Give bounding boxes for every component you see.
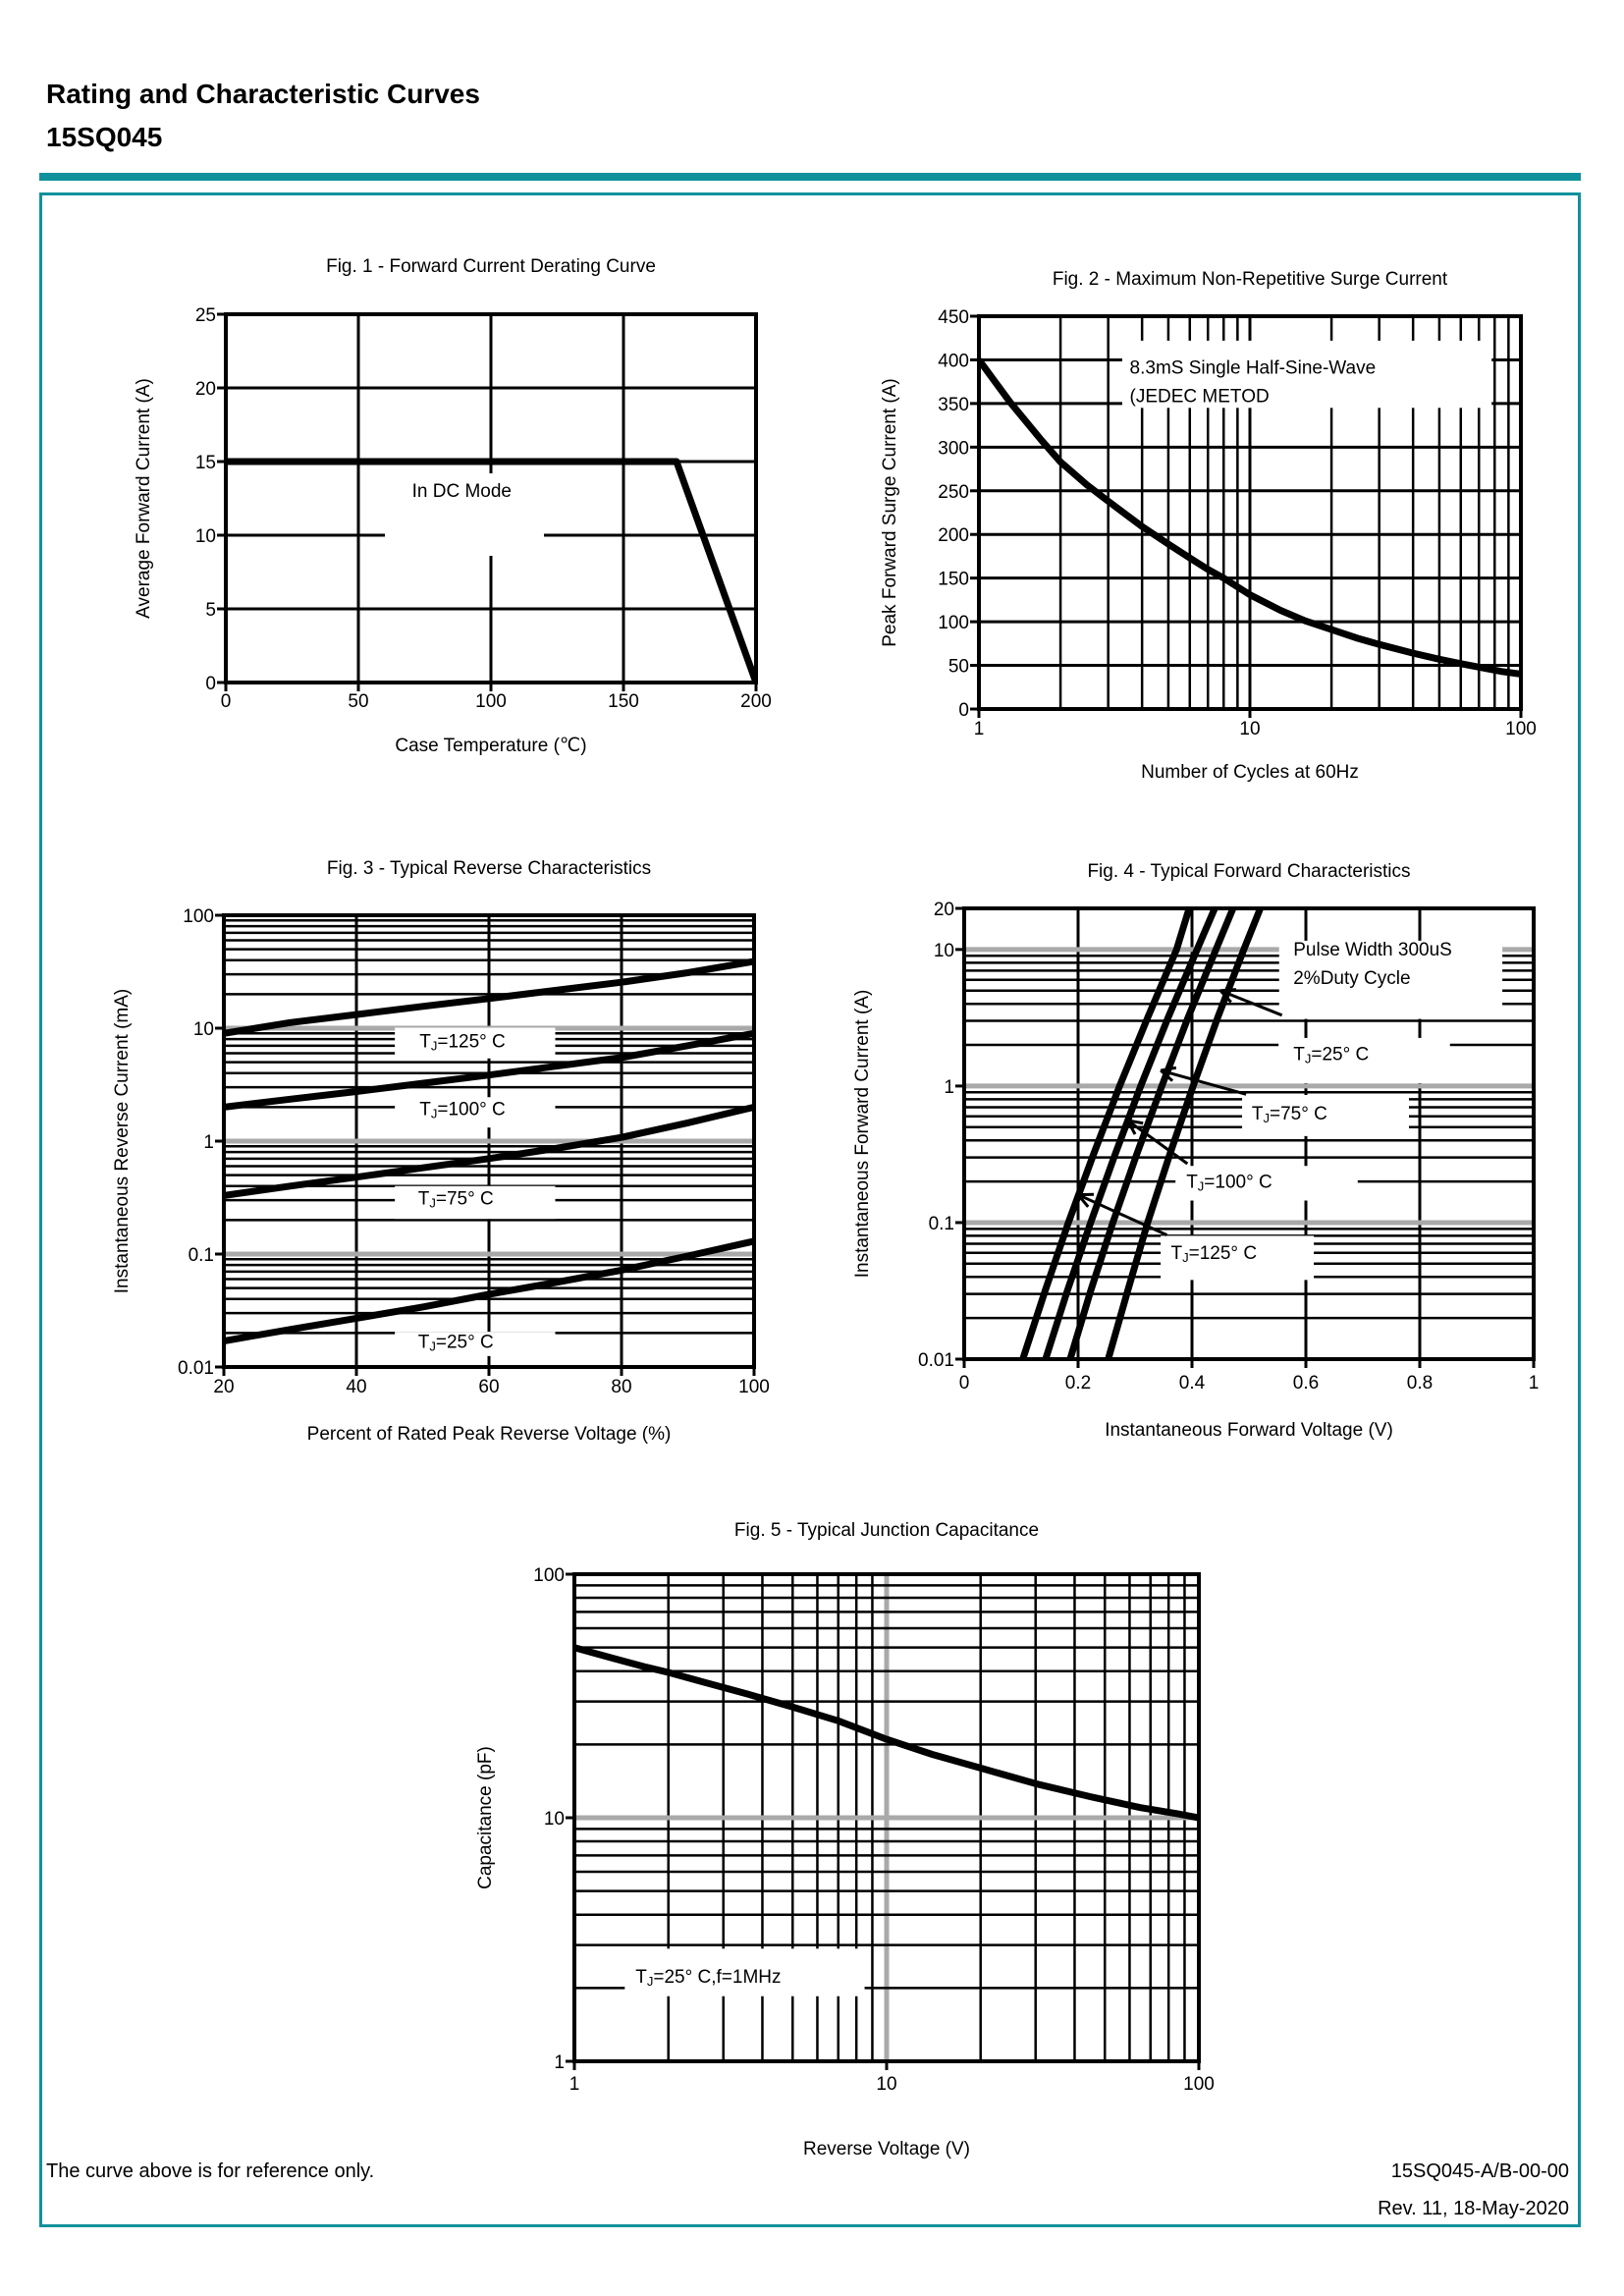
x-tick-label: 100: [1183, 2074, 1215, 2095]
y-axis-title: Capacitance (pF): [475, 1746, 496, 1889]
chart-title: Fig. 4 - Typical Forward Characteristics: [1087, 861, 1411, 882]
fig4-chart: [815, 835, 1589, 1463]
y-tick-label: 20: [194, 379, 216, 400]
annotation-label: TJ=75° C: [1251, 1103, 1327, 1125]
y-tick-label: 50: [947, 656, 969, 678]
y-tick-label: 0.01: [178, 1358, 214, 1379]
fig2-chart: [815, 226, 1581, 791]
annotation-label: 8.3mS Single Half-Sine-Wave: [1129, 357, 1377, 379]
x-tick-label: 80: [611, 1377, 632, 1397]
x-tick-label: 0.2: [1064, 1373, 1092, 1394]
y-tick-label: 100: [533, 1565, 565, 1586]
y-axis-title: Peak Forward Surge Current (A): [880, 378, 900, 647]
reference-note: The curve above is for reference only.: [46, 2160, 375, 2182]
page-title: Rating and Characteristic Curves: [46, 79, 480, 109]
x-tick-label: 100: [475, 691, 507, 712]
arrowhead: [1161, 1067, 1176, 1070]
x-tick-label: 100: [738, 1377, 770, 1397]
x-tick-label: 10: [1239, 719, 1261, 739]
x-tick-label: 50: [348, 691, 369, 712]
annotation-label: Pulse Width 300uS: [1293, 940, 1452, 961]
x-tick-label: 20: [213, 1377, 235, 1397]
y-tick-label: 5: [205, 600, 216, 621]
y-axis-title: Instantaneous Reverse Current (mA): [112, 988, 133, 1294]
x-tick-label: 1: [973, 719, 985, 739]
x-axis-title: Percent of Rated Peak Reverse Voltage (%): [306, 1424, 672, 1445]
y-tick-label: 150: [938, 569, 969, 590]
y-tick-label: 10: [543, 1809, 565, 1830]
x-axis-title: Number of Cycles at 60Hz: [1141, 762, 1359, 783]
y-tick-label: 350: [938, 394, 969, 415]
y-tick-label: 0.1: [928, 1213, 954, 1234]
annotation-label: TJ=75° C: [417, 1188, 494, 1211]
annotation-label: TJ=25° C,f=1MHz: [635, 1967, 782, 1990]
x-tick-label: 60: [478, 1377, 500, 1397]
chart-title: Fig. 1 - Forward Current Derating Curve: [326, 256, 656, 277]
chart-title: Fig. 2 - Maximum Non-Repetitive Surge Current: [1052, 269, 1448, 290]
y-tick-label: 10: [192, 1019, 214, 1040]
x-axis-title: Instantaneous Forward Voltage (V): [1105, 1420, 1393, 1441]
annotation-label: TJ=125° C: [419, 1031, 506, 1054]
y-axis-title: Average Forward Current (A): [134, 378, 154, 619]
arrowhead: [1220, 990, 1236, 991]
y-tick-label: 400: [938, 351, 969, 372]
x-tick-label: 0.8: [1406, 1373, 1434, 1394]
fig1-chart: [39, 226, 805, 771]
y-axis-title: Instantaneous Forward Current (A): [852, 989, 873, 1279]
fig3-chart: [39, 835, 805, 1463]
x-tick-label: 0: [220, 691, 232, 712]
y-tick-label: 0.01: [918, 1350, 954, 1371]
y-tick-label: 200: [938, 525, 969, 547]
fig4-series-tj-75c: [1070, 881, 1246, 1359]
x-tick-label: 100: [1505, 719, 1537, 739]
y-tick-label: 25: [194, 305, 216, 326]
x-tick-label: 1: [568, 2074, 580, 2095]
y-tick-label: 1: [203, 1132, 214, 1153]
annotation-label: TJ=100° C: [419, 1099, 506, 1121]
y-tick-label: 20: [933, 900, 954, 920]
y-tick-label: 1: [944, 1076, 954, 1098]
x-tick-label: 0: [958, 1373, 970, 1394]
y-tick-label: 450: [938, 307, 969, 328]
annotation-label: TJ=125° C: [1170, 1243, 1258, 1266]
y-tick-label: 15: [194, 453, 216, 473]
callout-arrow: [1161, 1070, 1246, 1094]
x-tick-label: 200: [740, 691, 772, 712]
annotation-label: TJ=25° C: [417, 1332, 494, 1354]
x-tick-label: 150: [608, 691, 639, 712]
y-tick-label: 100: [938, 613, 969, 634]
y-tick-label: 100: [183, 906, 214, 927]
annotation-label: (JEDEC METOD: [1129, 386, 1270, 408]
revision-date: Rev. 11, 18-May-2020: [1378, 2198, 1569, 2219]
header-rule: [39, 173, 1581, 181]
y-tick-label: 0.1: [188, 1245, 214, 1266]
part-number: 15SQ045: [46, 122, 163, 152]
x-tick-label: 40: [346, 1377, 367, 1397]
y-tick-label: 0: [205, 674, 216, 694]
y-tick-label: 10: [933, 940, 954, 961]
y-tick-label: 1: [554, 2052, 565, 2073]
x-axis-title: Reverse Voltage (V): [802, 2139, 971, 2159]
y-tick-label: 250: [938, 481, 969, 503]
annotation-label: TJ=100° C: [1186, 1172, 1272, 1194]
annotation-label: TJ=25° C: [1293, 1044, 1370, 1066]
y-tick-label: 10: [194, 526, 216, 547]
y-tick-label: 0: [958, 700, 969, 721]
x-tick-label: 10: [876, 2074, 897, 2095]
fig5-chart: [393, 1501, 1281, 2188]
annotation-label: 2%Duty Cycle: [1293, 968, 1411, 990]
x-tick-label: 0.4: [1178, 1373, 1206, 1394]
document-number: 15SQ045-A/B-00-00: [1390, 2160, 1569, 2182]
chart-title: Fig. 3 - Typical Reverse Characteristics: [326, 858, 652, 879]
x-axis-title: Case Temperature (℃): [395, 736, 587, 756]
x-tick-label: 0.6: [1292, 1373, 1320, 1394]
x-tick-label: 1: [1528, 1373, 1540, 1394]
chart-title: Fig. 5 - Typical Junction Capacitance: [733, 1520, 1040, 1541]
fig4-series-tj-100c: [1046, 881, 1227, 1359]
annotation-label: In DC Mode: [411, 481, 512, 502]
y-tick-label: 300: [938, 438, 969, 460]
